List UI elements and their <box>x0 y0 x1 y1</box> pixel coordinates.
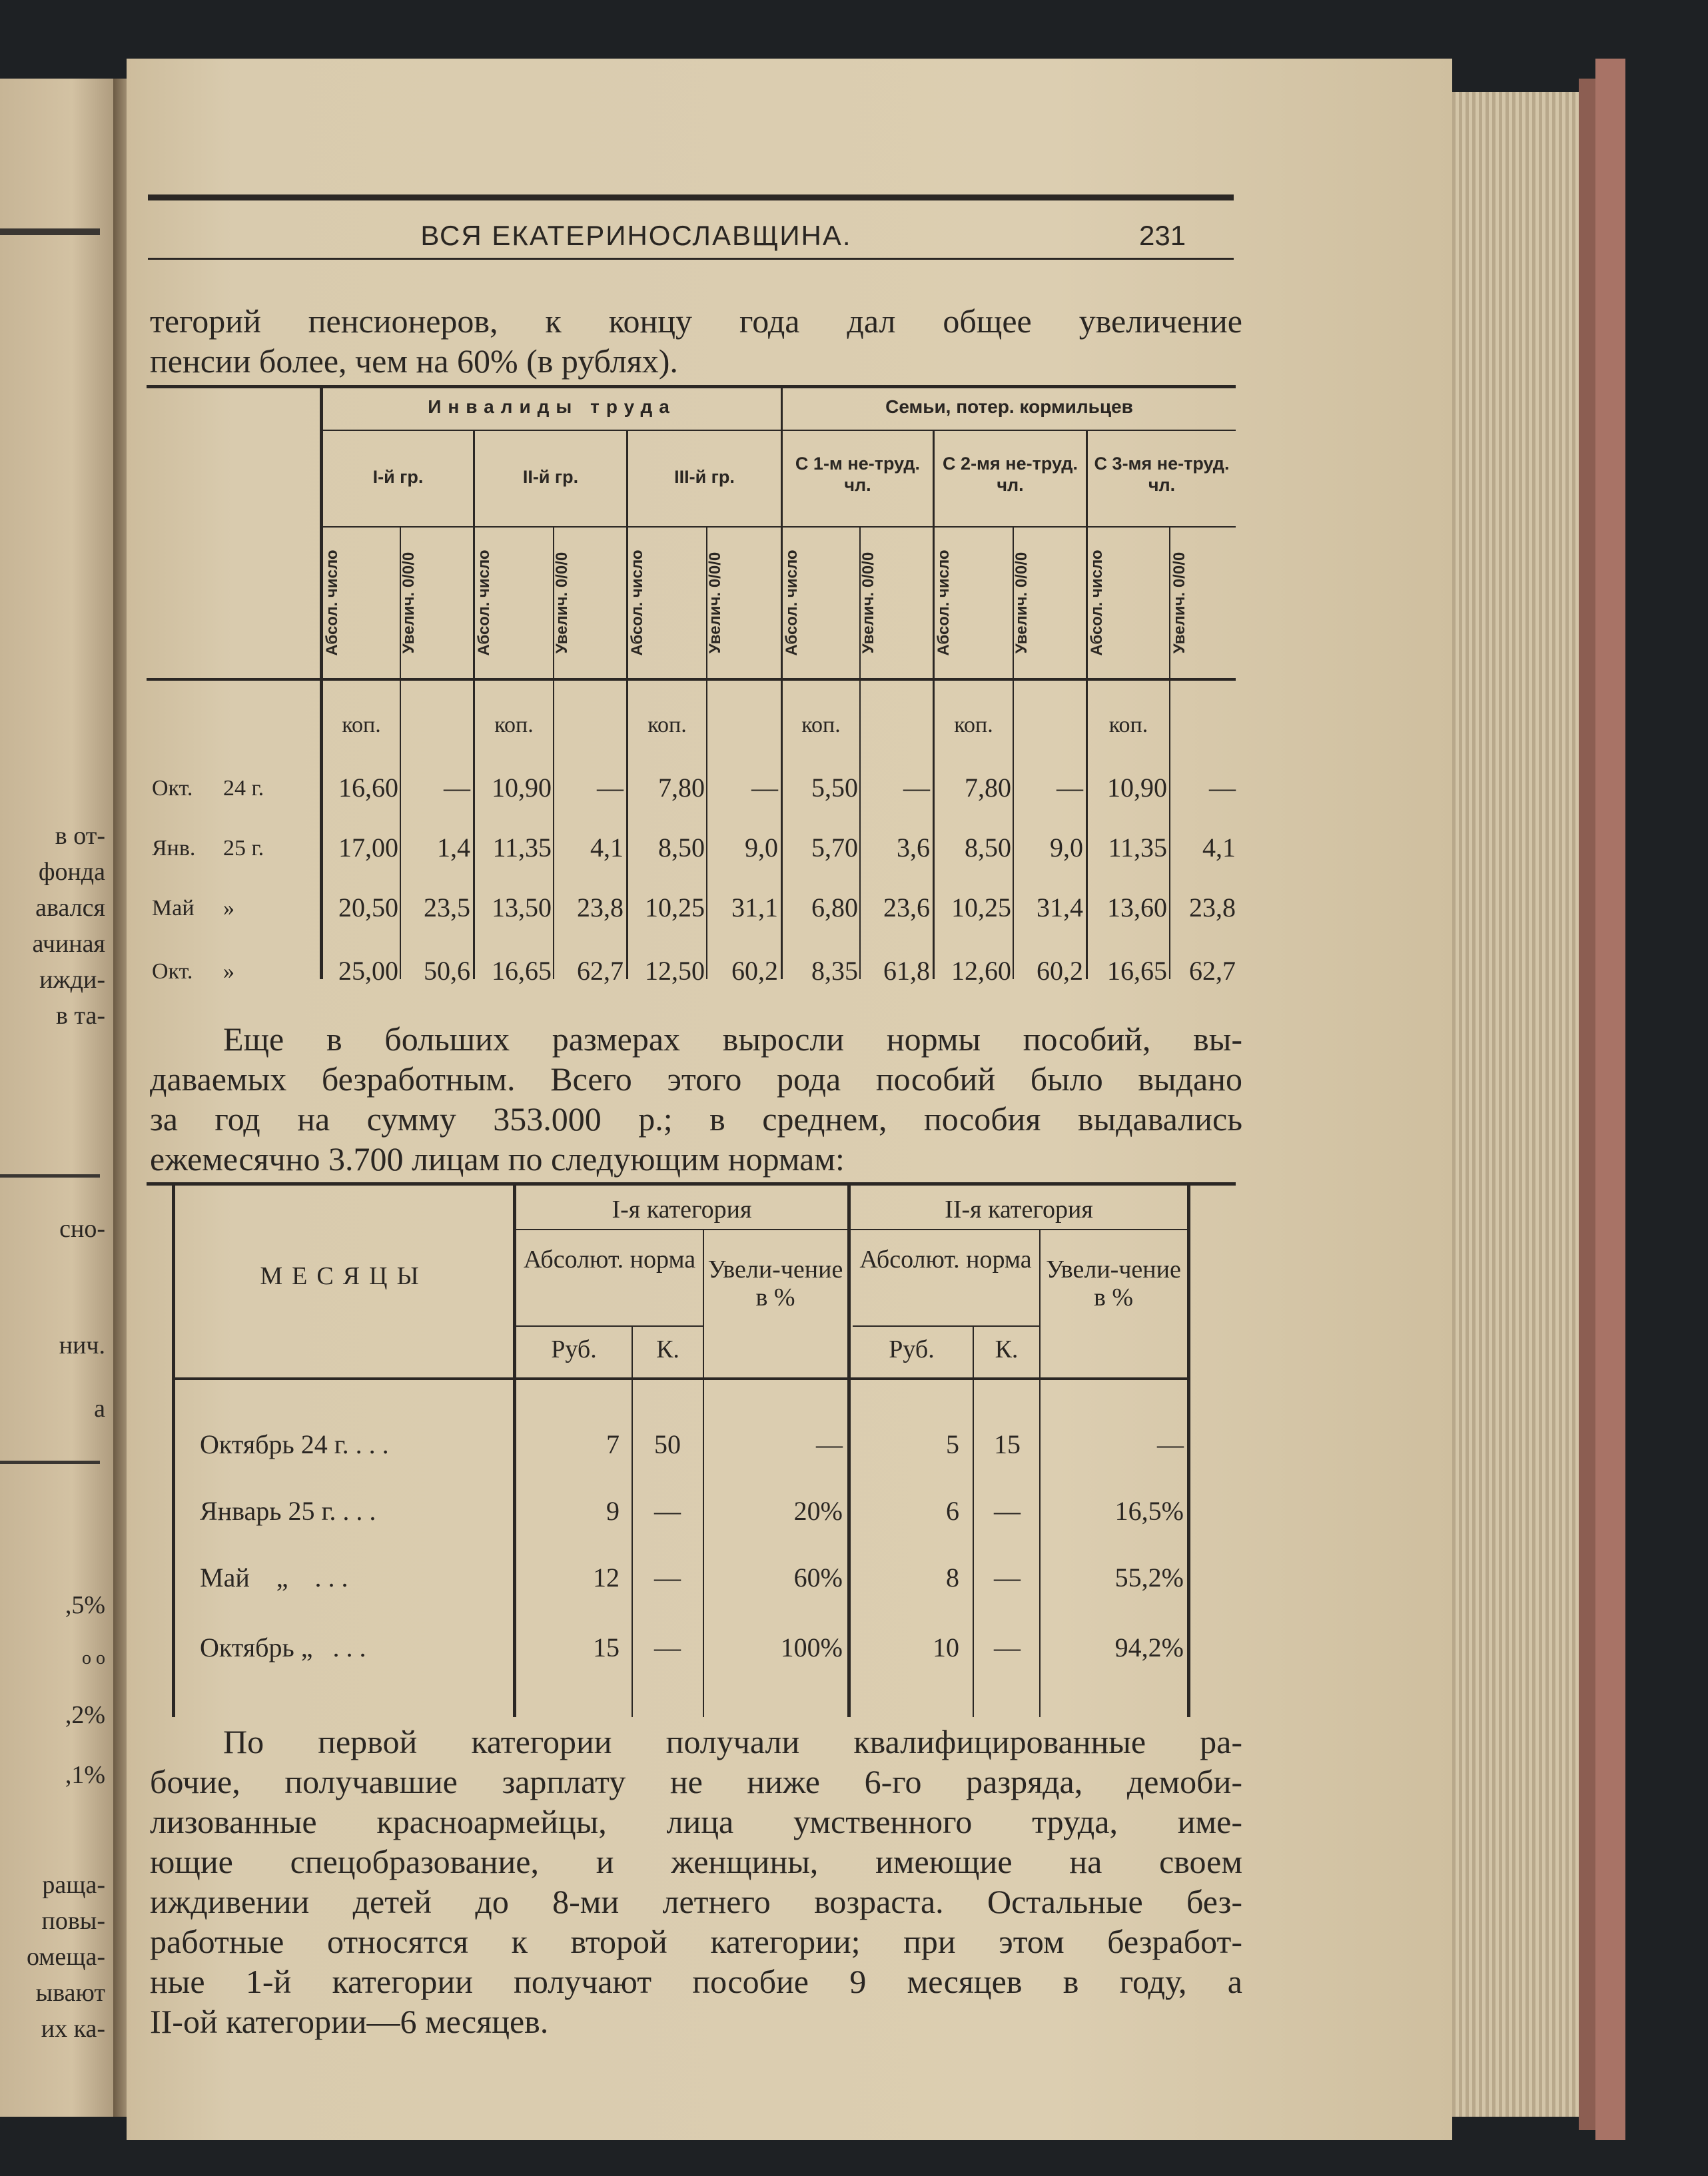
text-line: ежемесячно 3.700 лицам по следующим нормам: <box>150 1140 845 1178</box>
kop-header: К. <box>995 1335 1019 1363</box>
col-inc: Увелич. 0/0/0 <box>1013 551 1031 654</box>
table-cell: 7 <box>606 1429 620 1459</box>
page-number: 231 <box>1139 220 1186 251</box>
col-abs: Абсол. число <box>475 549 493 656</box>
table-cell: 12,50 <box>645 956 705 986</box>
col-abs: Абсол. число <box>1088 549 1106 656</box>
row-year: 24 г. <box>223 776 264 801</box>
table-cell: 60,2 <box>1037 956 1083 986</box>
table-cell: 10 <box>933 1632 959 1662</box>
table-cell: 3,6 <box>897 833 930 863</box>
table-cell: 4,1 <box>590 833 624 863</box>
table-cell: 8,50 <box>658 833 705 863</box>
text-line: ные 1-й категории получают пособие 9 месяцев в году, а <box>150 1963 1242 2000</box>
unit-label: коп. <box>1108 713 1148 737</box>
table-cell: 10,25 <box>951 893 1011 922</box>
months-header: МЕСЯЦЫ <box>260 1262 428 1290</box>
col-inc: Увелич. 0/0/0 <box>553 551 571 654</box>
unit-label: коп. <box>801 713 841 737</box>
text-line: бочие, получавшие зарплату не ниже 6-го разряда, демоби- <box>150 1763 1242 1800</box>
group-header-invalids: Инвалиды труда <box>428 396 676 417</box>
text-line: иждивении детей до 8-ми летнего возраста. Остальные без- <box>150 1883 1242 1920</box>
col-abs: Абсол. число <box>935 549 953 656</box>
table-cell: 25,00 <box>338 956 398 986</box>
table-cell: — <box>654 1563 681 1593</box>
month-label: Октябрь 24 г. . . . <box>200 1429 389 1459</box>
left-fragment: фонда <box>38 858 105 886</box>
table-cell: 16,65 <box>492 956 552 986</box>
left-fragment: ачиная <box>32 930 105 958</box>
table-cell: — <box>816 1429 843 1459</box>
head-rule-bottom <box>148 258 1234 260</box>
table-cell: — <box>994 1496 1021 1526</box>
table-cell: 8,35 <box>811 956 858 986</box>
table-cell: 60% <box>793 1563 843 1593</box>
left-fragment: их ка- <box>41 2015 105 2043</box>
month-label: Май „ . . . <box>200 1563 348 1593</box>
increase-header: Увели-чение в % <box>707 1256 843 1311</box>
row-label: Окт. <box>152 959 193 984</box>
table-cell: 20% <box>793 1496 843 1526</box>
subheader: I-й гр. <box>372 467 424 487</box>
group-header-families: Семьи, потер. кормильцев <box>885 396 1133 417</box>
table-cell: 15 <box>994 1429 1021 1459</box>
table-cell: 50,6 <box>424 956 470 986</box>
category-1-header: I-я категория <box>612 1196 752 1224</box>
left-page-rule <box>0 1174 100 1178</box>
col-inc: Увелич. 0/0/0 <box>706 551 724 654</box>
text-line: II-ой категории—6 месяцев. <box>150 2003 549 2040</box>
left-fragment: авался <box>35 894 105 922</box>
text-line: работные относятся к второй категории; при этом безработ- <box>150 1923 1242 1960</box>
subheader: С 3-мя не-труд. чл. <box>1094 454 1230 495</box>
abs-norm-header: Абсолют. норма <box>859 1246 1032 1273</box>
table-cell: 11,35 <box>492 833 552 863</box>
text-line: за год на сумму 353.000 р.; в среднем, пособия выдавались <box>150 1100 1242 1138</box>
rub-header: Руб. <box>551 1335 597 1363</box>
row-year: » <box>223 896 234 920</box>
table-cell: 6,80 <box>811 893 858 922</box>
row-label: Май <box>152 896 195 920</box>
table-cell: 10,90 <box>492 773 552 803</box>
table-cell: 10,90 <box>1107 773 1167 803</box>
left-fragment: нич. <box>59 1331 105 1359</box>
table-cell: 12 <box>593 1563 620 1593</box>
text-line: ющие спецобразование, и женщины, имеющие на своем <box>150 1843 1242 1880</box>
book-cover <box>1595 59 1625 2140</box>
table-cell: 23,8 <box>1189 893 1236 922</box>
table-cell: 13,60 <box>1107 893 1167 922</box>
page-stack-edge <box>1452 92 1599 2117</box>
table-cell: 15 <box>593 1632 620 1662</box>
table-cell: — <box>903 773 930 803</box>
unit-label: коп. <box>647 713 687 737</box>
head-rule-top <box>148 194 1234 200</box>
month-label: Январь 25 г. . . . <box>200 1496 376 1526</box>
table-cell: 23,5 <box>424 893 470 922</box>
left-fragment: в та- <box>55 1002 105 1030</box>
increase-header: Увели-чение в % <box>1046 1256 1181 1311</box>
left-fragment: омеща- <box>27 1943 105 1971</box>
table-cell: 9,0 <box>1050 833 1083 863</box>
left-fragment: ,2% <box>65 1701 105 1729</box>
kop-header: К. <box>656 1335 679 1363</box>
table-cell: — <box>1057 773 1083 803</box>
col-abs: Абсол. число <box>783 549 801 656</box>
table-cell: 100% <box>780 1632 843 1662</box>
abs-norm-header: Абсолют. норма <box>523 1246 696 1273</box>
unit-label: коп. <box>342 713 381 737</box>
text-line: даваемых безработным. Всего этого рода пособий было выдано <box>150 1060 1242 1098</box>
table-cell: 55,2% <box>1114 1563 1184 1593</box>
table-cell: 62,7 <box>577 956 624 986</box>
table-cell: — <box>751 773 778 803</box>
table-cell: 23,6 <box>883 893 930 922</box>
subheader: II-й гр. <box>522 467 579 487</box>
rub-header: Руб. <box>889 1335 935 1363</box>
intro-paragraph <box>150 301 1242 381</box>
left-fragment: раща- <box>42 1871 105 1899</box>
table-cell: — <box>654 1632 681 1662</box>
table-cell: — <box>1209 773 1236 803</box>
left-fragment: в от- <box>55 822 105 850</box>
running-head-title: ВСЯ ЕКАТЕРИНОСЛАВЩИНА. <box>420 220 852 251</box>
table-cell: — <box>1157 1429 1184 1459</box>
left-fragment: ывают <box>35 1979 105 2007</box>
table-cell: 62,7 <box>1189 956 1236 986</box>
table-cell: 17,00 <box>338 833 398 863</box>
left-page-rule <box>0 1461 100 1464</box>
table-cell: 7,80 <box>965 773 1011 803</box>
category-2-header: II-я категория <box>945 1196 1093 1224</box>
text-line: пенсии более, чем на 60% (в рублях). <box>150 342 678 380</box>
row-year: 25 г. <box>223 836 264 861</box>
table-cell: 8,50 <box>965 833 1011 863</box>
unit-label: коп. <box>954 713 993 737</box>
table-cell: — <box>597 773 624 803</box>
table-cell: 6 <box>946 1496 959 1526</box>
table-cell: 50 <box>654 1429 681 1459</box>
table-cell: 1,4 <box>437 833 470 863</box>
table-cell: 11,35 <box>1108 833 1167 863</box>
left-fragment: о о <box>82 1648 105 1668</box>
left-fragment: ,1% <box>65 1761 105 1789</box>
category-paragraph <box>150 1722 1242 2041</box>
row-year: » <box>223 959 234 984</box>
table-cell: 23,8 <box>577 893 624 922</box>
table-cell: 16,60 <box>338 773 398 803</box>
left-fragment: сно- <box>59 1215 105 1243</box>
month-label: Октябрь „ . . . <box>200 1632 366 1662</box>
table-cell: 5,50 <box>811 773 858 803</box>
left-page-rule <box>0 228 100 235</box>
unit-label: коп. <box>494 713 534 737</box>
col-inc: Увелич. 0/0/0 <box>1170 551 1188 654</box>
subheader: III-й гр. <box>674 467 735 487</box>
table-cell: 9,0 <box>745 833 778 863</box>
table-cell: 31,4 <box>1037 893 1083 922</box>
text-line: тегорий пенсионеров, к концу года дал общее увеличение <box>150 302 1242 340</box>
table-cell: — <box>444 773 470 803</box>
col-abs: Абсол. число <box>628 549 646 656</box>
col-inc: Увелич. 0/0/0 <box>859 551 877 654</box>
row-label: Окт. <box>152 776 193 801</box>
table-cell: 60,2 <box>731 956 778 986</box>
table-cell: 9 <box>606 1496 620 1526</box>
table-cell: 5 <box>946 1429 959 1459</box>
table-cell: — <box>994 1632 1021 1662</box>
col-inc: Увелич. 0/0/0 <box>400 551 418 654</box>
unemployment-paragraph <box>150 1019 1242 1179</box>
text-line: лизованные красноармейцы, лица умственного труда, име- <box>150 1803 1242 1840</box>
table-cell: 12,60 <box>951 956 1011 986</box>
col-abs: Абсол. число <box>323 549 341 656</box>
table-cell: 10,25 <box>645 893 705 922</box>
table-cell: 31,1 <box>731 893 778 922</box>
table-cell: 4,1 <box>1202 833 1236 863</box>
table-cell: — <box>654 1496 681 1526</box>
row-label: Янв. <box>152 836 196 861</box>
text-line: Еще в больших размерах выросли нормы пособий, вы- <box>223 1020 1242 1058</box>
table-cell: 61,8 <box>883 956 930 986</box>
left-fragment: ижди- <box>39 966 105 994</box>
left-fragment: повы- <box>41 1907 105 1935</box>
text-line: По первой категории получали квалифицированные ра- <box>223 1723 1242 1760</box>
left-page-edge <box>0 79 120 2117</box>
table-cell: 8 <box>946 1563 959 1593</box>
table-cell: 94,2% <box>1114 1632 1184 1662</box>
left-fragment: а <box>94 1395 105 1423</box>
table-cell: — <box>994 1563 1021 1593</box>
table-cell: 5,70 <box>811 833 858 863</box>
subheader: С 2-мя не-труд. чл. <box>943 454 1078 495</box>
table-cell: 20,50 <box>338 893 398 922</box>
table-cell: 16,5% <box>1114 1496 1184 1526</box>
table-cell: 16,65 <box>1107 956 1167 986</box>
subheader: С 1-м не-труд. чл. <box>795 454 921 495</box>
table-cell: 13,50 <box>492 893 552 922</box>
left-fragment: ,5% <box>65 1591 105 1619</box>
table-cell: 7,80 <box>658 773 705 803</box>
